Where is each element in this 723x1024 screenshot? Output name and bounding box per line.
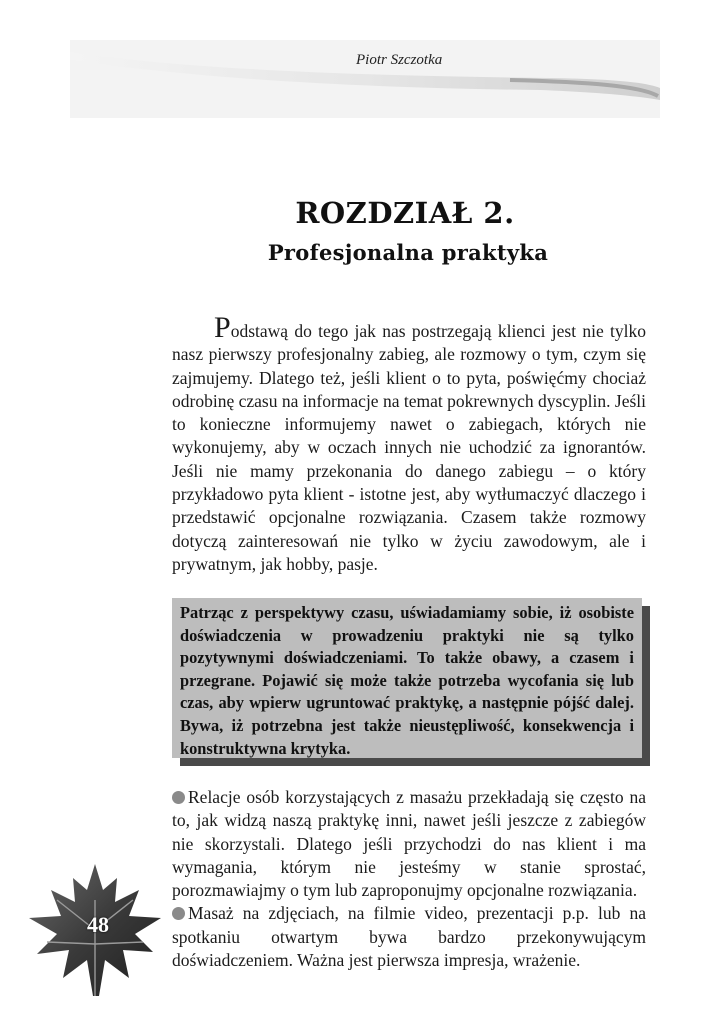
intro-text: odstawą do tego jak nas postrzegają klienci jest nie tylko nasz pierwszy profesjonalny zabieg, ale rozmowy o tym, czym się zajmujemy. Dlatego też, jeśli klient o to pyta, poświęćmy chociaż odrobinę czasu na informacje na temat pokrewnych dyscyplin. Jeśli to konieczne informujemy nawet o zabiegach, których nie wykonujemy, aby w oczach innych nie uchodzić za ignorantów. Jeśli nie mamy przekonania do danego zabiegu – o który przykładowo pyta klient - istotne jest, aby wytłumaczyć dlaczego i przedstawić opcjonalne rozwiązania. Czasem także rozmowy dotyczą zainteresowań nie tylko w życiu zawodowym, ale i prywatnym, jak hobby, pasje. (172, 321, 646, 574)
bullet-dot-icon (172, 907, 185, 920)
list-item (172, 902, 646, 972)
intro-paragraph (172, 311, 646, 576)
callout-box (172, 598, 642, 758)
list-item-text: Masaż na zdjęciach, na filmie video, prezentacji p.p. lub na spotkaniu otwartym bywa bardzo przekonywującym doświadczeniem. Ważna jest pierwsza impresja, wrażenie. (172, 903, 646, 971)
chapter-subtitle: Profesjonalna praktyka (267, 240, 549, 265)
bullet-list (172, 786, 646, 972)
list-item-text: Relacje osób korzystających z masażu przekładają się często na to, jak widzą naszą praktykę inni, nawet jeśli jeszcze z zabiegów nie skorzystali. Dlatego jeśli przychodzi do nas klient i ma wymagania, którym nie jesteśmy w stanie sprostać, porozmawiajmy o tym lub zaproponujmy opcjonalne rozwiązania. (172, 787, 646, 901)
callout-text: Patrząc z perspektywy czasu, uświadamiamy sobie, iż osobiste doświadczenia w prowadzeniu praktyki nie są tylko pozytywnymi doświadczeniami. To także obawy, a czasem i przegrane. Pojawić się może także potrzeba wycofania się lub czas, aby wpierw ugruntować praktykę, a następnie pójść dalej. Bywa, iż potrzebna jest także nieustępliwość, konsekwencja i konstruktywna krytyka. (180, 603, 634, 758)
list-item (172, 786, 646, 902)
drop-cap: P (214, 311, 231, 344)
chapter-title: ROZDZIAŁ 2. (295, 196, 515, 230)
bullet-dot-icon (172, 791, 185, 804)
running-header-author: Piotr Szczotka (356, 52, 443, 68)
page-number: 48 (87, 912, 109, 937)
